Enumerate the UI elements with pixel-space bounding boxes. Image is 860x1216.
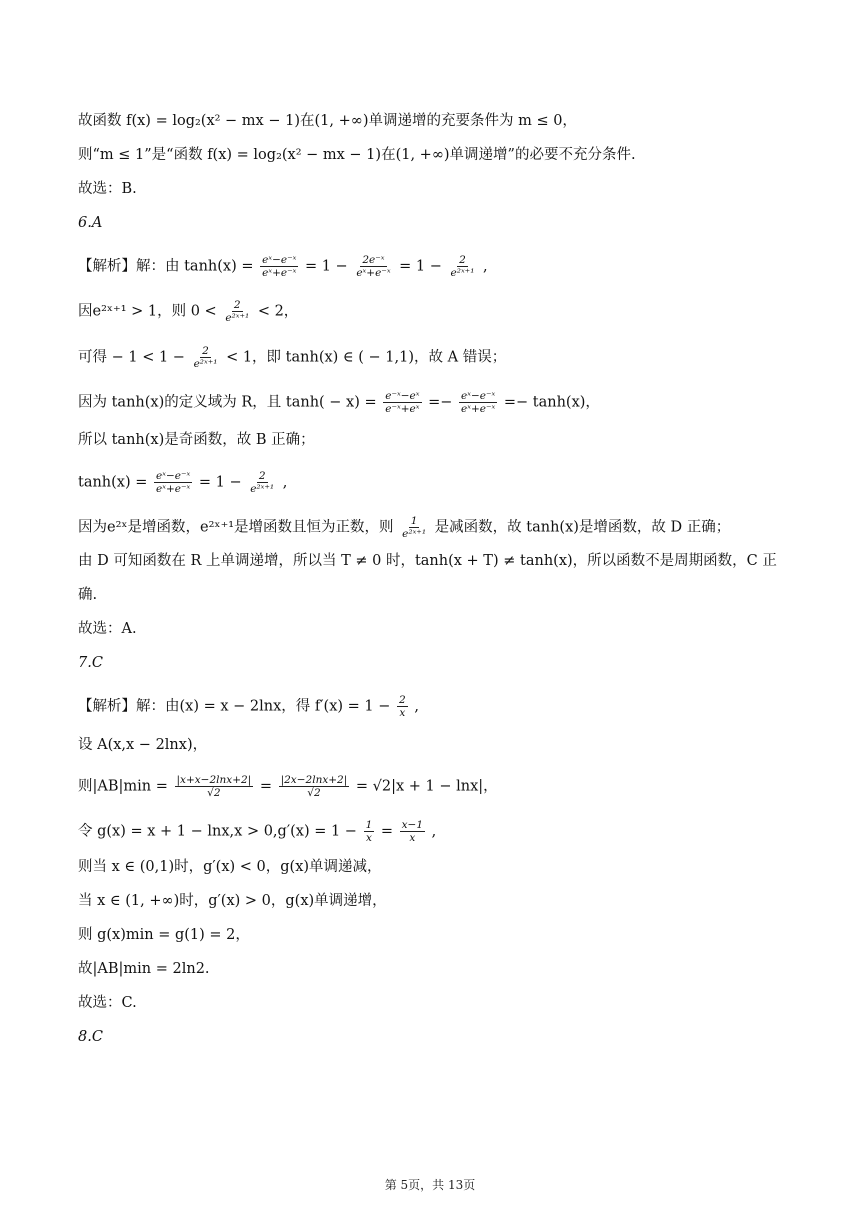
formula-line: 则|AB|min = $\frac{|x+x-2\ln x+2|}{√2}$ = $\frac{|2x-2\ln x+2|}{√2}$ = √2|x + 1 − lnx|，: [78, 774, 498, 799]
formula-line: 因为 tanh(x)的定义域为 R，且 tanh( − x) = $\frac{\text{e⁻ˣ−eˣ}}{\text{e⁻ˣ+eˣ}}$ =− $\frac{\text{eˣ−e⁻ˣ}}{\text{eˣ+e⁻ˣ}}$ =− tanh(x)，: [78, 390, 600, 415]
text-line: 则 g(x)min = g(1) = 2，: [78, 927, 250, 943]
question-number: 6.A: [78, 215, 103, 231]
text-line: 故选：C.: [78, 995, 137, 1011]
text-line: 故|AB|min = 2ln2.: [78, 961, 210, 977]
formula-line: 可得 − 1 < 1 − $\frac{2}{\text{e²ˣ⁺¹}}$ < 1，即 tanh(x) ∈ ( − 1,1)，故 A 错误；: [78, 345, 507, 370]
text-line: 由 D 可知函数在 R 上单调递增，所以当 T ≠ 0 时，tanh(x + T) ≠ tanh(x)，所以函数不是周期函数，C 正: [78, 553, 777, 569]
text-line: 则“m ≤ 1”是“函数 f(x) = log₂(x² − mx − 1)在(1, +∞)单调递增”的必要不充分条件.: [78, 147, 636, 163]
formula-line: 【解析】解：由(x) = x − 2lnx，得 f′(x) = 1 − $\frac{2}{x}$ ,: [78, 694, 419, 719]
text-line: 故选：B.: [78, 181, 137, 197]
question-number: 8.C: [78, 1029, 103, 1045]
text-line: 当 x ∈ (1, +∞)时，g′(x) > 0，g(x)单调递增，: [78, 893, 387, 909]
text-line: 确.: [78, 587, 98, 603]
formula-line: 因为e²ˣ是增函数，e²ˣ⁺¹是增函数且恒为正数，则 $\frac{1}{\text{e²ˣ⁺¹}}$ 是减函数，故 tanh(x)是增函数，故 D 正确；: [78, 515, 731, 540]
formula-line: tanh(x) = $\frac{\text{eˣ−e⁻ˣ}}{\text{eˣ+e⁻ˣ}}$ = 1 − $\frac{2}{\text{e²ˣ⁺¹}}$ ,: [78, 470, 288, 495]
formula-line: 令 g(x) = x + 1 − lnx,x > 0,g′(x) = 1 − $\frac{1}{x}$ = $\frac{x-1}{x}$ ,: [78, 819, 437, 844]
question-number: 7.C: [78, 655, 103, 671]
text-line: 所以 tanh(x)是奇函数，故 B 正确；: [78, 432, 315, 448]
page-footer: 第 5页，共 13页: [384, 1178, 476, 1192]
text-line: 则当 x ∈ (0,1)时，g′(x) < 0，g(x)单调递减，: [78, 859, 382, 875]
text-line: 故选：A.: [78, 621, 137, 637]
formula-line: 因e²ˣ⁺¹ > 1，则 0 < $\frac{2}{\text{e²ˣ⁺¹}}$ < 2，: [78, 299, 299, 324]
text-line: 故函数 f(x) = log₂(x² − mx − 1)在(1, +∞)单调递增的充要条件为 m ≤ 0，: [78, 113, 577, 129]
formula-line: 【解析】解：由 tanh(x) = $\frac{\text{eˣ−e⁻ˣ}}{\text{eˣ+e⁻ˣ}}$ = 1 − $\frac{\text{2e⁻ˣ}}{\text{eˣ+e⁻ˣ}}$ = 1 − $\frac{2}{\text{e²ˣ⁺¹}}$ ,: [78, 254, 488, 279]
text-line: 设 A(x,x − 2lnx)，: [78, 737, 208, 753]
